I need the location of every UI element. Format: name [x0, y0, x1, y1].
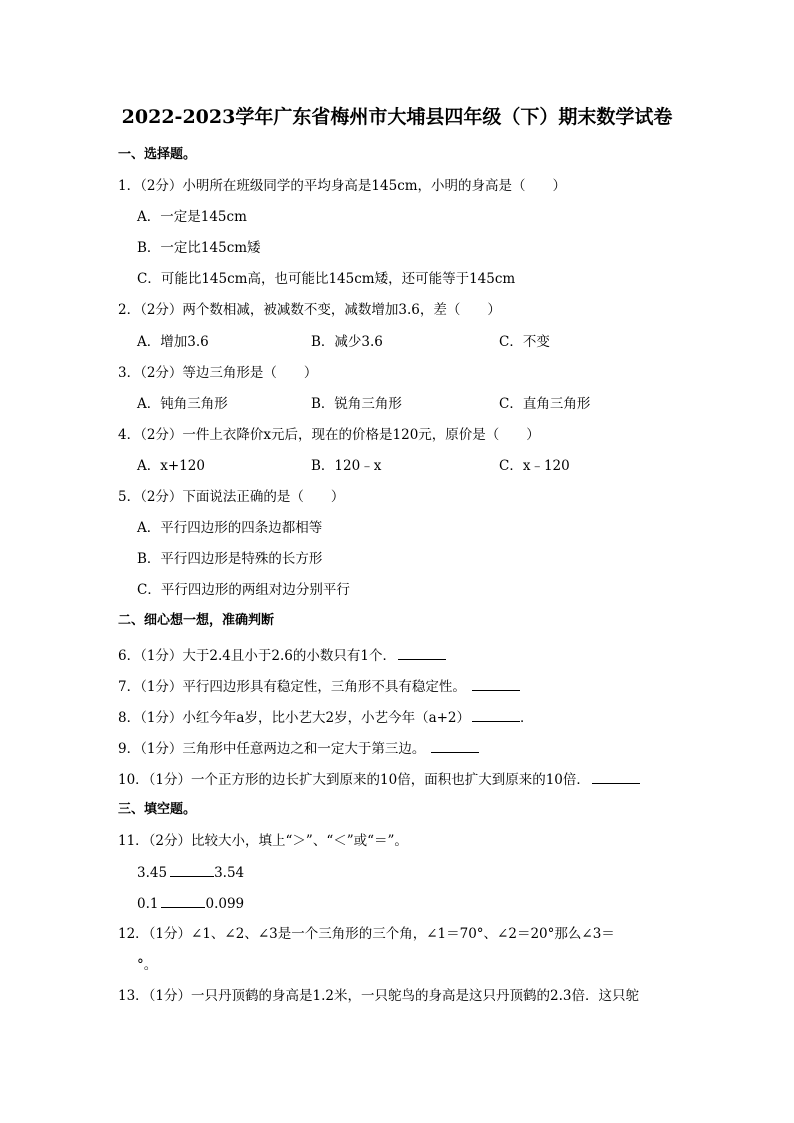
question-6-text: 6．（1分）大于2.4且小于2.6的小数只有1个． [118, 648, 396, 664]
question-1-option-b: B．一定比145cm矮 [137, 240, 261, 256]
question-2-option-b: B．减少3.6 [311, 334, 383, 350]
question-1-option-a: A．一定是145cm [137, 209, 247, 225]
question-3-option-b: B．锐角三角形 [311, 396, 402, 412]
question-8-end: ． [520, 710, 534, 726]
question-4-stem: 4．（2分）一件上衣降价x元后，现在的价格是120元，原价是（ ） [118, 427, 540, 443]
question-11-row-1 [137, 862, 244, 883]
question-9-text: 9．（1分）三角形中任意两边之和一定大于第三边。 [118, 741, 426, 757]
answer-blank[interactable] [431, 738, 479, 753]
question-10-text: 10．（1分）一个正方形的边长扩大到原来的10倍，面积也扩大到原来的10倍． [118, 772, 590, 788]
question-11-row-2 [137, 893, 244, 914]
answer-blank[interactable] [398, 645, 446, 660]
question-3-option-a: A．钝角三角形 [137, 396, 228, 412]
question-1-option-c: C．可能比145cm高，也可能比145cm矮，还可能等于145cm [137, 271, 516, 287]
question-1-stem: 1．（2分）小明所在班级同学的平均身高是145cm，小明的身高是（ ） [118, 178, 567, 194]
question-11-stem: 11．（2分）比较大小，填上“＞”、“＜”或“＝”。 [118, 833, 408, 849]
question-8 [118, 707, 534, 728]
question-4-option-a: A．x+120 [137, 458, 205, 474]
question-5-option-a: A．平行四边形的四条边都相等 [137, 520, 323, 536]
answer-blank[interactable] [472, 707, 520, 722]
question-10 [118, 769, 640, 790]
question-3-option-c: C．直角三角形 [499, 396, 591, 412]
compare-right-value: 3.54 [214, 865, 245, 881]
question-6 [118, 645, 446, 666]
question-7-text: 7．（1分）平行四边形具有稳定性，三角形不具有稳定性。 [118, 679, 466, 695]
question-5-option-b: B．平行四边形是特殊的长方形 [137, 551, 323, 567]
question-12-stem: 12．（1分）∠1、∠2、∠3是一个三角形的三个角，∠1＝70°、∠2＝20°那么∠3＝ [118, 926, 615, 942]
question-3-stem: 3．（2分）等边三角形是（ ） [118, 365, 318, 381]
question-9 [118, 738, 479, 759]
section-heading-judge: 二、细心想一想，准确判断 [118, 613, 275, 628]
compare-right-value: 0.099 [205, 896, 245, 912]
question-2-stem: 2．（2分）两个数相减，被减数不变，减数增加3.6，差（ ） [118, 302, 501, 318]
question-7 [118, 676, 520, 697]
compare-left-value: 3.45 [137, 865, 168, 881]
answer-blank[interactable] [472, 676, 520, 691]
question-5-stem: 5．（2分）下面说法正确的是（ ） [118, 489, 345, 505]
answer-blank[interactable] [161, 893, 205, 908]
question-12-continuation: °。 [137, 957, 158, 973]
question-13-stem: 13．（1分）一只丹顶鹤的身高是1.2米，一只鸵鸟的身高是这只丹顶鹤的2.3倍．这只鸵 [118, 988, 639, 1004]
question-2-option-c: C．不变 [499, 334, 550, 350]
section-heading-choice: 一、选择题。 [118, 147, 197, 162]
question-4-option-c: C．x﹣120 [499, 458, 570, 474]
exam-title: 2022-2023学年广东省梅州市大埔县四年级（下）期末数学试卷 [121, 106, 673, 128]
question-8-text: 8．（1分）小红今年a岁，比小艺大2岁，小艺今年（a+2） [118, 710, 471, 726]
section-heading-fill: 三、填空题。 [118, 802, 197, 817]
answer-blank[interactable] [592, 769, 640, 784]
question-5-option-c: C．平行四边形的两组对边分别平行 [137, 582, 350, 598]
question-2-option-a: A．增加3.6 [137, 334, 209, 350]
compare-left-value: 0.1 [137, 896, 159, 912]
question-4-option-b: B．120﹣x [311, 458, 382, 474]
answer-blank[interactable] [170, 862, 214, 877]
